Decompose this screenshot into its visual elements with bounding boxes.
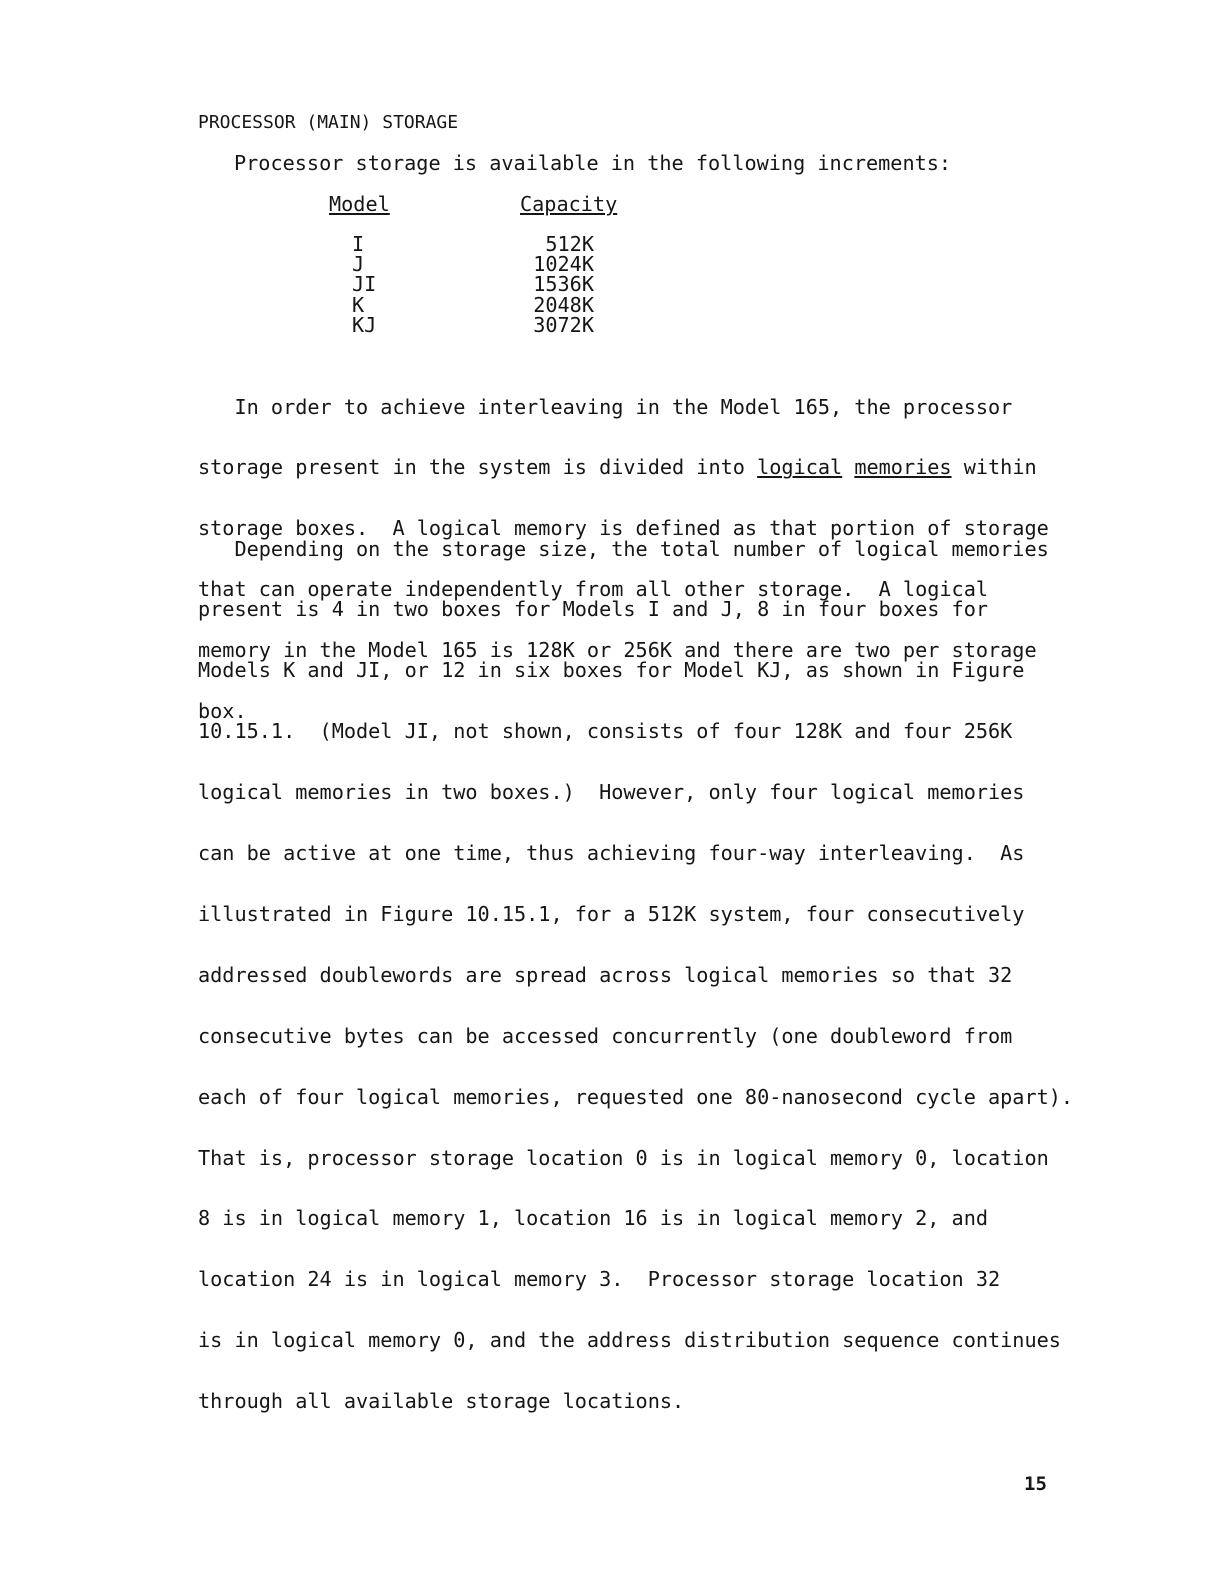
paragraph-text: storage present in the system is divided into <box>198 455 758 480</box>
paragraph-line: that can operate independently from all other storage. A logical <box>198 577 989 602</box>
paragraph-text: within <box>951 455 1037 480</box>
section-heading: PROCESSOR (MAIN) STORAGE <box>198 112 459 133</box>
paragraph-line: Depending on the storage size, the total number of logical memories <box>198 536 1049 561</box>
paragraph-line: storage boxes. A logical memory is defined as that portion of storage <box>198 516 1049 541</box>
paragraph-line: addressed doublewords are spread across logical memories so that 32 <box>198 962 1013 987</box>
paragraph-line: In order to achieve interleaving in the Model 165, the processor <box>198 394 1013 419</box>
table-cell-capacity: 512K <box>545 232 594 256</box>
table-cell-capacity: 3072K <box>533 313 594 337</box>
paragraph-line <box>198 455 1068 480</box>
paragraph-line: memory in the Model 165 is 128K or 256K and there are two per storage <box>198 638 1037 663</box>
paragraph-line: location 24 is in logical memory 3. Processor storage location 32 <box>198 1267 1001 1292</box>
paragraph-line: present is 4 in two boxes for Models I and J, 8 in four boxes for <box>198 597 989 622</box>
underlined-term-memories: memories <box>854 455 952 480</box>
paragraph-line: consecutive bytes can be accessed concurrently (one doubleword from <box>198 1023 1013 1048</box>
table-cell-model: KJ <box>352 313 377 337</box>
paragraph-line: That is, processor storage location 0 is in logical memory 0, location <box>198 1145 1049 1170</box>
table-cell-capacity: 1536K <box>533 272 594 296</box>
paragraph-text <box>842 455 854 479</box>
table-cell-model: J <box>352 252 365 276</box>
paragraph-line: logical memories in two boxes.) However, only four logical memories <box>198 780 1025 805</box>
page-number: 15 <box>1024 1473 1047 1495</box>
intro-sentence: Processor storage is available in the following increments: <box>234 151 952 175</box>
underlined-term-logical: logical <box>757 455 843 480</box>
paragraph-line: box. <box>198 699 247 724</box>
paragraph-line: can be active at one time, thus achieving four-way interleaving. As <box>198 841 1025 866</box>
paragraph-line: each of four logical memories, requested one 80-nanosecond cycle apart). <box>198 1084 1074 1109</box>
paragraph-storage-size <box>198 498 1074 1432</box>
table-cell-model: JI <box>352 272 377 296</box>
table-cell-capacity: 2048K <box>533 293 594 317</box>
paragraph-line: Models K and JI, or 12 in six boxes for Model KJ, as shown in Figure <box>198 658 1025 683</box>
table-cell-capacity: 1024K <box>533 252 594 276</box>
table-header-capacity: Capacity <box>520 192 618 216</box>
table-cell-model: K <box>352 293 365 317</box>
paragraph-line: illustrated in Figure 10.15.1, for a 512K system, four consecutively <box>198 901 1025 926</box>
paragraph-line: through all available storage locations. <box>198 1389 685 1414</box>
paragraph-line: 8 is in logical memory 1, location 16 is in logical memory 2, and <box>198 1206 989 1231</box>
paragraph-line: is in logical memory 0, and the address distribution sequence continues <box>198 1328 1061 1353</box>
table-header-model: Model <box>329 192 390 216</box>
paragraph-line: 10.15.1. (Model JI, not shown, consists of four 128K and four 256K <box>198 719 1013 744</box>
table-cell-model: I <box>352 232 365 256</box>
